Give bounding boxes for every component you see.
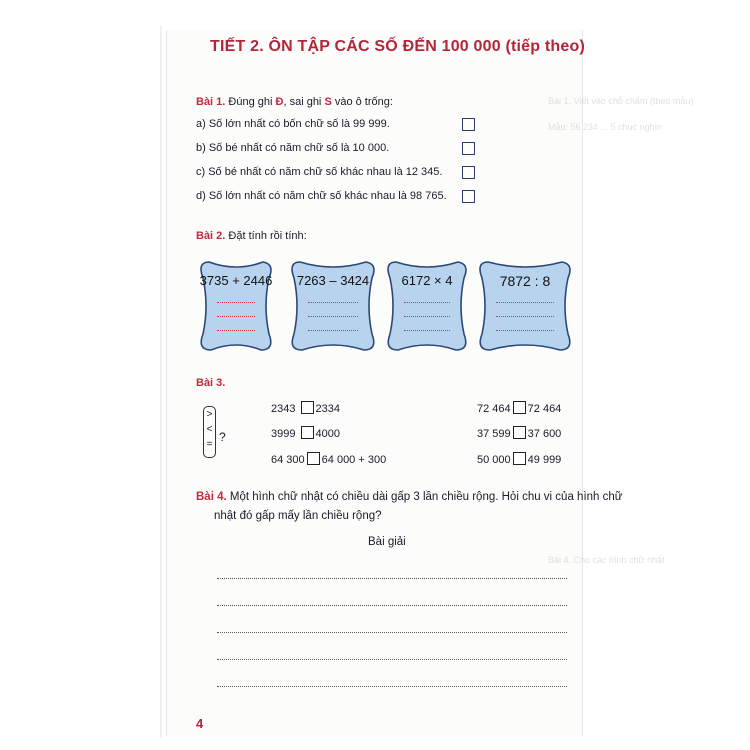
answer-line[interactable] xyxy=(217,686,567,687)
answer-checkbox-b[interactable] xyxy=(462,142,475,155)
show-through-text: Bài 4. Cho các hình chữ nhật xyxy=(548,555,665,565)
page-title: TIẾT 2. ÔN TẬP CÁC SỐ ĐẾN 100 000 (tiếp theo) xyxy=(210,38,585,55)
number: 49 999 xyxy=(527,454,562,466)
calc-expression-1: 3735 + 2446 xyxy=(199,273,273,288)
greater-symbol: > xyxy=(206,409,213,420)
answer-line[interactable] xyxy=(217,632,567,633)
comparison-answer-box[interactable] xyxy=(301,401,314,414)
bai1-item-d: d) Số lớn nhất có năm chữ số khác nhau là 98 765. xyxy=(196,190,447,202)
bai1-instruction xyxy=(196,96,393,108)
bai2-label: Bài 2. xyxy=(196,230,226,242)
bai1-text: Đúng ghi xyxy=(228,96,276,108)
work-line[interactable] xyxy=(217,330,255,331)
bai4-label: Bài 4. xyxy=(196,491,227,503)
bai1-item-c: c) Số bé nhất có năm chữ số khác nhau là 12 345. xyxy=(196,166,443,178)
work-line[interactable] xyxy=(496,316,554,317)
show-through-text: Bài 1. Viết vào chỗ chấm (theo mẫu) xyxy=(548,96,694,106)
number: 72 464 xyxy=(477,403,511,415)
comparison-right-3 xyxy=(477,452,561,466)
bai1-text: vào ô trống: xyxy=(331,96,393,108)
work-line[interactable] xyxy=(217,316,255,317)
bai2-instruction xyxy=(196,230,307,242)
bai1-label: Bài 1. xyxy=(196,96,226,108)
answer-checkbox-c[interactable] xyxy=(462,166,475,179)
comparison-answer-box[interactable] xyxy=(307,452,320,465)
work-line[interactable] xyxy=(496,330,554,331)
number: 3999 xyxy=(271,428,296,440)
number: 37 599 xyxy=(477,428,511,440)
work-line[interactable] xyxy=(308,316,358,317)
answer-line[interactable] xyxy=(217,605,567,606)
work-line[interactable] xyxy=(404,302,450,303)
calc-expression-2: 7263 – 3424 xyxy=(296,273,370,288)
answer-checkbox-d[interactable] xyxy=(462,190,475,203)
calc-cloud-3 xyxy=(386,258,468,354)
page-number: 4 xyxy=(196,716,204,731)
calc-cloud-1 xyxy=(199,258,273,354)
comparison-symbols-box xyxy=(203,406,216,458)
work-line[interactable] xyxy=(308,302,358,303)
comparison-left-1 xyxy=(271,401,340,415)
comparison-answer-box[interactable] xyxy=(301,426,314,439)
comparison-answer-box[interactable] xyxy=(513,426,526,439)
work-line[interactable] xyxy=(404,330,450,331)
bai1-text: , sai ghi xyxy=(283,96,325,108)
number: 64 300 xyxy=(271,454,305,466)
number: 72 464 xyxy=(527,403,562,415)
letter-s: S xyxy=(324,96,332,108)
number: 64 000 + 300 xyxy=(321,454,387,466)
comparison-right-2 xyxy=(477,426,561,440)
bai3-heading xyxy=(196,377,225,389)
letter-d: Đ xyxy=(275,96,284,108)
work-line[interactable] xyxy=(404,316,450,317)
bai1-item-a: a) Số lớn nhất có bốn chữ số là 99 999. xyxy=(196,118,390,130)
show-through-text: Mẫu: 56 234 ... 5 chục nghìn xyxy=(548,122,663,132)
workbook-page xyxy=(166,30,583,736)
equal-symbol: = xyxy=(206,439,213,450)
calc-cloud-4 xyxy=(478,258,572,354)
answer-line[interactable] xyxy=(217,578,567,579)
number: 37 600 xyxy=(527,428,562,440)
number: 2334 xyxy=(315,403,341,415)
work-line[interactable] xyxy=(217,302,255,303)
less-symbol: < xyxy=(206,424,213,435)
comparison-answer-box[interactable] xyxy=(513,452,526,465)
number: 4000 xyxy=(315,428,341,440)
bai4-text: Một hình chữ nhật có chiều dài gấp 3 lần chiều rộng. Hỏi chu vi của hình chữ xyxy=(226,491,623,503)
solution-label: Bài giải xyxy=(368,536,406,548)
bai2-text: Đặt tính rồi tính: xyxy=(228,230,307,242)
comparison-answer-box[interactable] xyxy=(513,401,526,414)
bai4-text-line2: nhật đó gấp mấy lần chiều rộng? xyxy=(214,510,382,522)
work-line[interactable] xyxy=(496,302,554,303)
number: 2343 xyxy=(271,403,296,415)
comparison-left-2 xyxy=(271,426,340,440)
calc-cloud-2 xyxy=(290,258,376,354)
comparison-left-3 xyxy=(271,452,386,466)
page-edge xyxy=(160,26,162,738)
calc-expression-3: 6172 × 4 xyxy=(401,273,453,288)
work-line[interactable] xyxy=(308,330,358,331)
bai1-item-b: b) Số bé nhất có năm chữ số là 10 000. xyxy=(196,142,390,154)
question-mark: ? xyxy=(219,430,226,444)
number: 50 000 xyxy=(477,454,511,466)
comparison-right-1 xyxy=(477,401,561,415)
bai4-text-line1 xyxy=(196,491,622,503)
answer-line[interactable] xyxy=(217,659,567,660)
answer-checkbox-a[interactable] xyxy=(462,118,475,131)
calc-expression-4: 7872 : 8 xyxy=(499,273,551,289)
bai3-label: Bài 3. xyxy=(196,377,226,389)
